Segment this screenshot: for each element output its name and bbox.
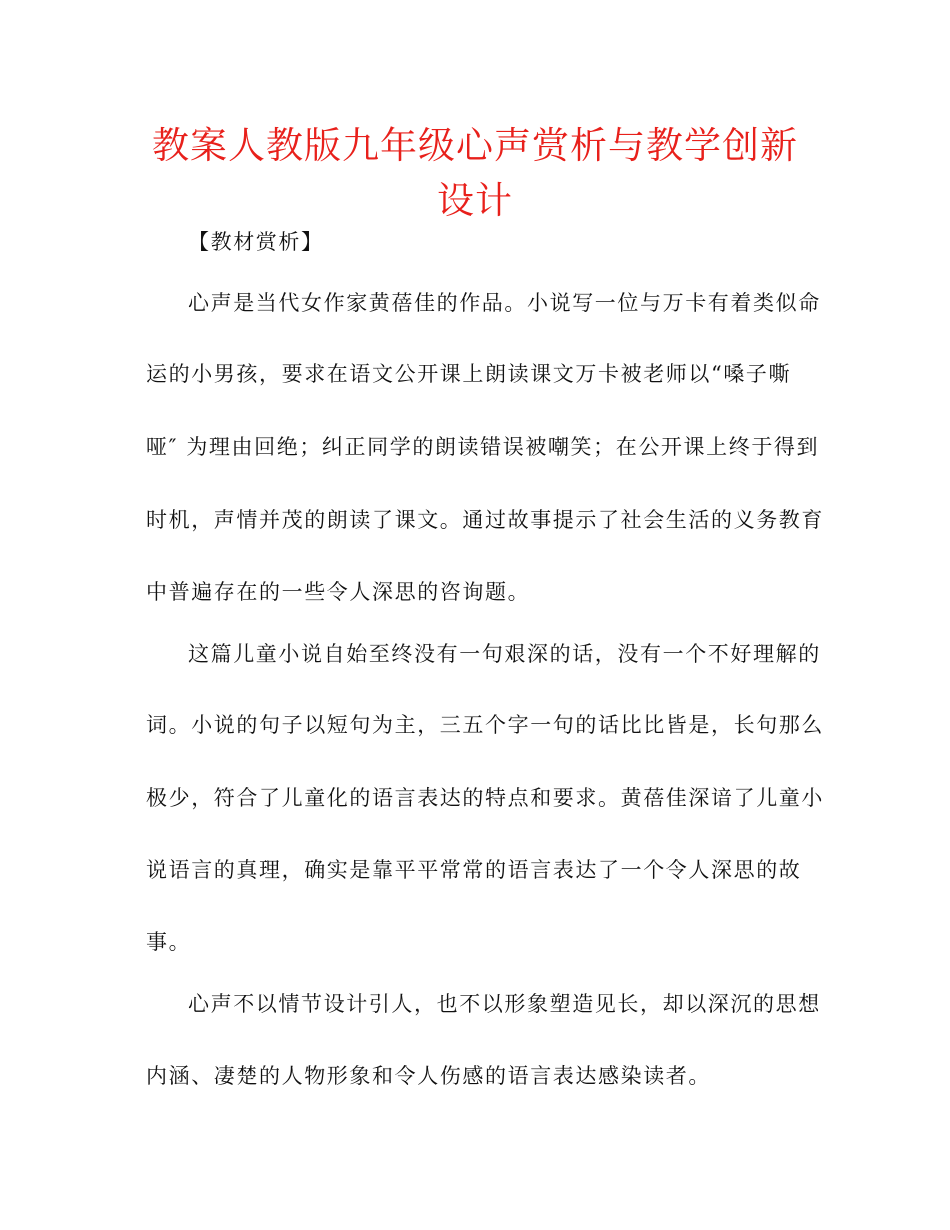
paragraph-line: 哑″ 为理由回绝；纠正同学的朗读错误被嘲笑；在公开课上终于得到: [146, 435, 820, 459]
paragraph-line: 中普遍存在的一些令人深思的咨询题。: [146, 580, 531, 604]
paragraph-line: 时机，声情并茂的朗读了课文。通过故事提示了社会生活的义务教育: [146, 508, 824, 532]
paragraph-line: 词。小说的句子以短句为主，三五个字一句的话比比皆是，长句那么: [146, 713, 824, 737]
paragraph-line: 心声是当代女作家黄蓓佳的作品。小说写一位与万卡有着类似命: [188, 291, 821, 315]
paragraph-line: 说语言的真理，确实是靠平平常常的语言表达了一个令人深思的故: [146, 858, 802, 882]
paragraph-line: 内涵、凄楚的人物形象和令人伤感的语言表达感染读者。: [146, 1064, 711, 1088]
paragraph-line: 极少，符合了儿童化的语言表达的特点和要求。黄蓓佳深谙了儿童小: [146, 786, 824, 810]
paragraph-line: 心声不以情节设计引人，也不以形象塑造见长，却以深沉的思想: [188, 992, 821, 1016]
document-title: 教案人教版九年级心声赏析与教学创新设计: [152, 124, 798, 222]
paragraph-line: 这篇儿童小说自始至终没有一句艰深的话，没有一个不好理解的: [188, 642, 821, 666]
paragraph-line: 运的小男孩，要求在语文公开课上朗读课文万卡被老师以“嗓子嘶: [146, 362, 792, 386]
paragraph-line: 事。: [146, 930, 192, 954]
section-heading: 【教材赏析】: [188, 230, 324, 254]
